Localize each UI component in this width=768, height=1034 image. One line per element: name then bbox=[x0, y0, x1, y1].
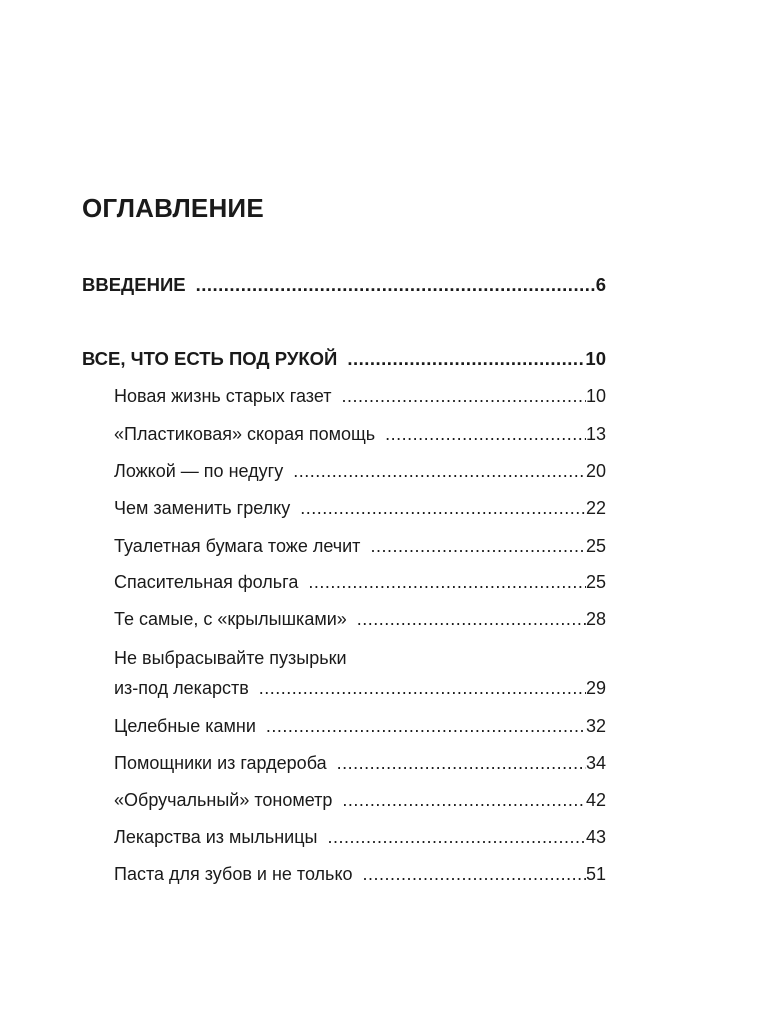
toc-item-title: Помощники из гардероба bbox=[114, 753, 327, 773]
page-title: ОГЛАВЛЕНИЕ bbox=[82, 193, 264, 223]
toc-item-title: «Обручальный» тонометр bbox=[114, 790, 333, 810]
toc-item-title: Спасительная фольга bbox=[114, 572, 299, 592]
toc-item[interactable] bbox=[114, 571, 606, 593]
toc-item[interactable] bbox=[114, 789, 606, 811]
toc-leader-dots bbox=[300, 497, 586, 519]
toc-item-title-first-line[interactable]: Не выбрасывайте пузырьки bbox=[114, 648, 347, 668]
toc-item[interactable] bbox=[114, 497, 606, 519]
toc-item-title: Чем заменить грелку bbox=[114, 498, 291, 518]
toc-page-number: 10 bbox=[585, 348, 606, 369]
toc-section-introduction[interactable] bbox=[82, 274, 606, 296]
toc-page-number: 32 bbox=[585, 716, 606, 736]
toc-item[interactable] bbox=[114, 460, 606, 482]
toc-leader-dots bbox=[347, 348, 585, 370]
toc-leader-dots bbox=[363, 863, 586, 885]
toc-item-title: «Пластиковая» скорая помощь bbox=[114, 424, 376, 444]
toc-page-number: 51 bbox=[585, 864, 606, 884]
toc-leader-dots bbox=[342, 385, 586, 407]
toc-page-number: 34 bbox=[585, 753, 606, 773]
toc-leader-dots bbox=[342, 789, 586, 811]
toc-page-number: 6 bbox=[595, 274, 606, 295]
toc-leader-dots bbox=[266, 715, 586, 737]
toc-leader-dots bbox=[293, 460, 586, 482]
toc-item[interactable] bbox=[114, 752, 606, 774]
toc-item-title: из-под лекарств bbox=[114, 678, 249, 698]
toc-page-number: 20 bbox=[585, 461, 606, 481]
toc-page-number: 25 bbox=[585, 536, 606, 556]
toc-section-chapter-1[interactable] bbox=[82, 348, 606, 370]
toc-item[interactable] bbox=[114, 863, 606, 885]
toc-item-title: Туалетная бумага тоже лечит bbox=[114, 536, 361, 556]
toc-item[interactable] bbox=[114, 385, 606, 407]
toc-page-number: 43 bbox=[585, 827, 606, 847]
toc-section-title: ВСЕ, ЧТО ЕСТЬ ПОД РУКОЙ bbox=[82, 348, 338, 369]
toc-item-title: Ложкой — по недугу bbox=[114, 461, 284, 481]
toc-leader-dots bbox=[337, 752, 586, 774]
toc-leader-dots bbox=[196, 274, 596, 296]
toc-item-title: Те самые, с «крылышками» bbox=[114, 609, 347, 629]
toc-item-title: Целебные камни bbox=[114, 716, 256, 736]
toc-item[interactable] bbox=[114, 535, 606, 557]
toc-leader-dots bbox=[370, 535, 586, 557]
toc-page-number: 10 bbox=[585, 386, 606, 406]
toc-item-title: Лекарства из мыльницы bbox=[114, 827, 318, 847]
toc-item[interactable] bbox=[114, 423, 606, 445]
toc-item[interactable] bbox=[114, 677, 606, 699]
toc-leader-dots bbox=[308, 571, 586, 593]
toc-leader-dots bbox=[357, 608, 586, 630]
toc-page-number: 42 bbox=[585, 790, 606, 810]
toc-page-number: 29 bbox=[585, 678, 606, 698]
toc-item[interactable] bbox=[114, 608, 606, 630]
toc-item-title: Новая жизнь старых газет bbox=[114, 386, 332, 406]
toc-page-number: 22 bbox=[585, 498, 606, 518]
toc-section-title: ВВЕДЕНИЕ bbox=[82, 274, 186, 295]
toc-leader-dots bbox=[259, 677, 586, 699]
toc-page-number: 13 bbox=[585, 424, 606, 444]
toc-page-number: 28 bbox=[585, 609, 606, 629]
toc-page-number: 25 bbox=[585, 572, 606, 592]
toc-item-title: Паста для зубов и не только bbox=[114, 864, 353, 884]
toc-item[interactable] bbox=[114, 715, 606, 737]
toc-item[interactable] bbox=[114, 826, 606, 848]
toc-leader-dots bbox=[327, 826, 585, 848]
toc-leader-dots bbox=[385, 423, 586, 445]
